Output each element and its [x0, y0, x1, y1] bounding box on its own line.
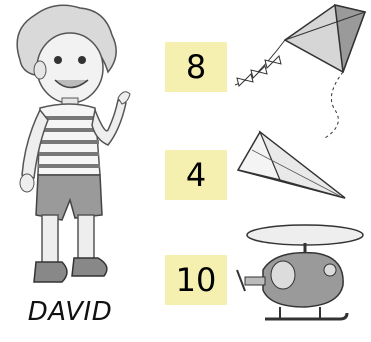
helicopter-count: 10 — [165, 255, 227, 305]
helicopter-icon — [235, 215, 371, 335]
kite-count: 8 — [165, 42, 227, 92]
paper-plane-icon — [230, 120, 350, 210]
plane-count: 4 — [165, 150, 227, 200]
character-name: DAVID — [27, 297, 113, 327]
boy-illustration — [0, 0, 140, 290]
kite-icon — [225, 0, 371, 140]
